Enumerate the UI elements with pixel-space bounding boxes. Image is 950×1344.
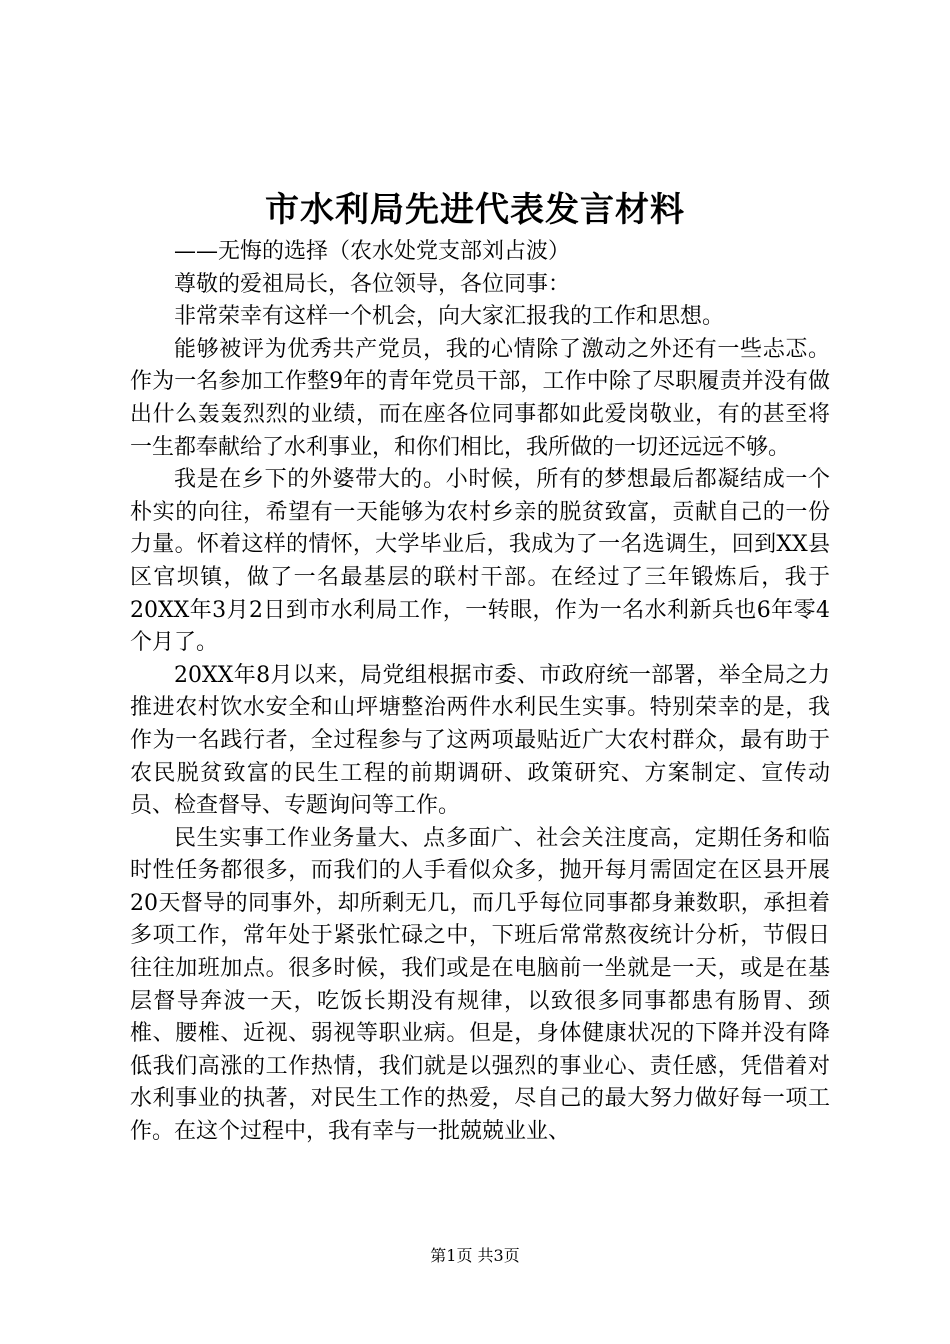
paragraph: 我是在乡下的外婆带大的。小时候，所有的梦想最后都凝结成一个朴实的向往，希望有一天能够为农村乡亲的脱贫致富，贡献自己的一份力量。怀着这样的情怀，大学毕业后，我成为了一名选调生，回到XX县区官坝镇，做了一名最基层的联村干部。在经过了三年锻炼后，我于20XX年3月2日到市水利局工作，一转眼，作为一名水利新兵也6年零4个月了。: [130, 467, 830, 656]
paragraph-subtitle: ——无悔的选择（农水处党支部刘占波）: [174, 239, 571, 264]
paragraph: 能够被评为优秀共产党员，我的心情除了激动之外还有一些忐忑。作为一名参加工作整9年的青年党员干部，工作中除了尽职履责并没有做出什么轰轰烈烈的业绩，而在座各位同事都如此爱岗敬业，有的甚至将一生都奉献给了水利事业，和你们相比，我所做的一切还远远不够。: [130, 336, 830, 460]
paragraph: 非常荣幸有这样一个机会，向大家汇报我的工作和思想。: [174, 304, 725, 330]
document-title: 市水利局先进代表发言材料: [265, 190, 685, 230]
paragraph: 20XX年8月以来，局党组根据市委、市政府统一部署，举全局之力推进农村饮水安全和山坪塘整治两件水利民生实事。特别荣幸的是，我作为一名践行者，全过程参与了这两项最贴近广大农村群众，最有助于农民脱贫致富的民生工程的前期调研、政策研究、方案制定、宣传动员、检查督导、专题询问等工作。: [130, 662, 830, 819]
paragraph-salutation: 尊敬的爱祖局长，各位领导，各位同事：: [174, 271, 571, 297]
document-body: [130, 236, 830, 1149]
paragraph: 民生实事工作业务量大、点多面广、社会关注度高，定期任务和临时性任务都很多，而我们的人手看似众多，抛开每月需固定在区县开展20天督导的同事外，却所剩无几，而几乎每位同事都身兼数职，承担着多项工作，常年处于紧张忙碌之中，下班后常常熬夜统计分析，节假日往往加班加点。很多时候，我们或是在电脑前一坐就是一天，或是在基层督导奔波一天，吃饭长期没有规律，以致很多同事都患有肠胃、颈椎、腰椎、近视、弱视等职业病。但是，身体健康状况的下降并没有降低我们高涨的工作热情，我们就是以强烈的事业心、责任感，凭借着对水利事业的执著，对民生工作的热爱，尽自己的最大努力做好每一项工作。在这个过程中，我有幸与一批兢兢业业、: [130, 825, 830, 1145]
page-footer: 第1页 共3页: [430, 1246, 520, 1265]
